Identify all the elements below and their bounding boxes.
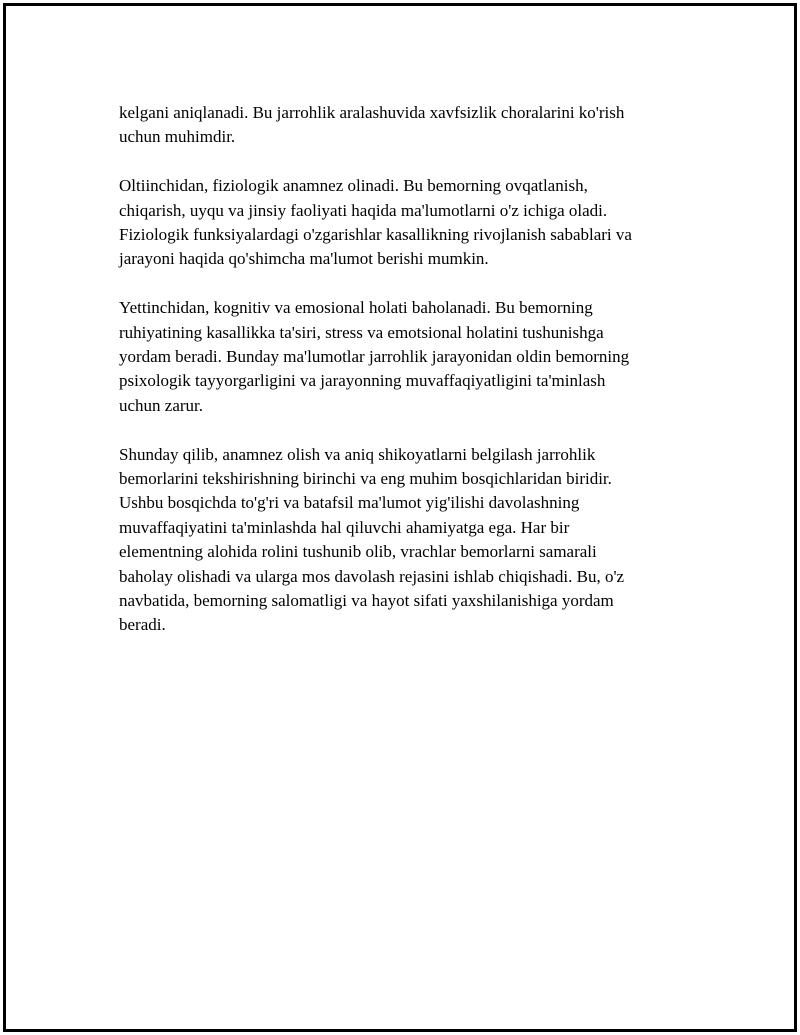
paragraph-conclusion: Shunday qilib, anamnez olish va aniq shikoyatlarni belgilash jarrohlik bemorlarini tekshirishning birinchi va eng muhim bosqichlaridan biridir. Ushbu bosqichda to'g'ri va batafsil ma'lumot yig'ilishi davolashning muvaffaqiyatini ta'minlashda hal qiluvchi ahamiyatga ega. Har bir elementning alohida rolini tushunib olib, vrachlar bemorlarni samarali baholay olishadi va ularga mos davolash rejasini ishlab chiqishadi. Bu, o'z navbatida, bemorning salomatligi va hayot sifati yaxshilanishiga yordam beradi. xyxy=(119,444,625,635)
paragraph-cognitive-emotional: Yettinchidan, kognitiv va emosional holati baholanadi. Bu bemorning ruhiyatining kasallikka ta'siri, stress va emotsional holatini tushunishga yordam beradi. Bunday ma'lumotlar jarrohlik jarayonidan oldin bemorning psixologik tayyorgarligini va jarayonning muvaffaqiyatligini ta'minlash uchun zarur. xyxy=(119,298,630,415)
document-page xyxy=(3,3,797,1032)
paragraph-continuation: kelgani aniqlanadi. Bu jarrohlik aralashuvida xavfsizlik choralarini ko'rish uchun muhimdir. xyxy=(119,103,625,147)
document-body xyxy=(119,101,691,662)
paragraph-physiological-history: Oltiinchidan, fiziologik anamnez olinadi. Bu bemorning ovqatlanish, chiqarish, uyqu va jinsiy faoliyati haqida ma'lumotlarni o'z ichiga oladi. Fiziologik funksiyalardagi o'zgarishlar kasallikning rivojlanish sabablari va jarayoni haqida qo'shimcha ma'lumot berishi mumkin. xyxy=(119,176,632,269)
